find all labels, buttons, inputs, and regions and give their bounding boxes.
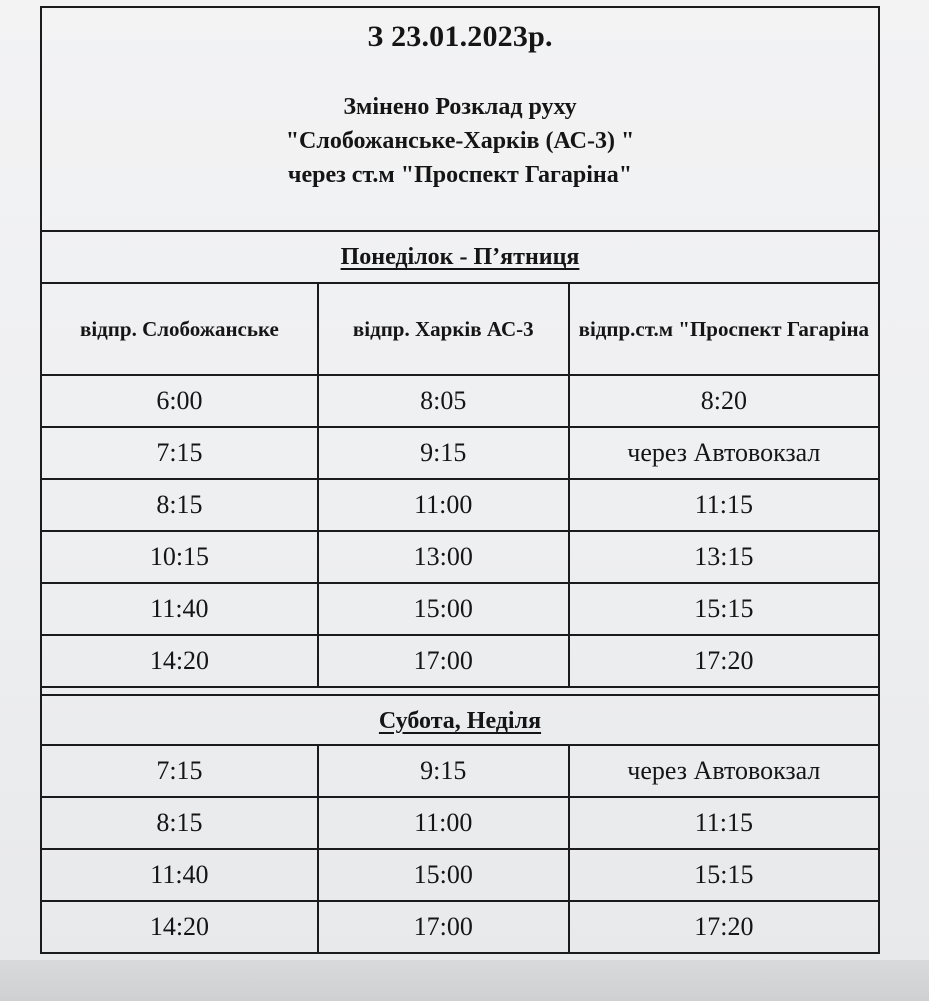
column-header-slobozhanske: відпр. Слобожанське	[42, 284, 318, 375]
departure-time: 7:15	[42, 427, 318, 479]
weekday-schedule-table	[42, 284, 878, 688]
departure-time: 9:15	[318, 427, 569, 479]
departure-time: 11:40	[42, 583, 318, 635]
route-title	[42, 90, 878, 192]
departure-time: 15:00	[318, 583, 569, 635]
departure-time: 10:15	[42, 531, 318, 583]
departure-time: 17:20	[569, 635, 878, 687]
departure-time: 8:15	[42, 479, 318, 531]
column-header-kharkiv-as3: відпр. Харків АС-3	[318, 284, 569, 375]
departure-time: 11:00	[318, 479, 569, 531]
table-row	[42, 375, 878, 427]
departure-time: 14:20	[42, 635, 318, 687]
column-header-row	[42, 284, 878, 375]
departure-time: 6:00	[42, 375, 318, 427]
paper-shadow	[0, 960, 929, 1001]
departure-time: через Автовокзал	[569, 427, 878, 479]
departure-time: 9:15	[318, 746, 569, 797]
departure-time: 15:00	[318, 849, 569, 901]
weekend-section-title	[42, 694, 878, 746]
weekend-section-label: Субота, Неділя	[378, 708, 542, 734]
departure-time: 13:00	[318, 531, 569, 583]
departure-time: 15:15	[569, 583, 878, 635]
timetable-sheet	[40, 6, 880, 954]
departure-time: 17:00	[318, 901, 569, 952]
departure-time: 11:00	[318, 797, 569, 849]
column-header-prospekt-haharina: відпр.ст.м "Проспект Гагаріна	[569, 284, 878, 375]
weekend-schedule-table	[42, 746, 878, 952]
departure-time: 8:15	[42, 797, 318, 849]
route-title-line-3: через ст.м "Проспект Гагаріна"	[287, 162, 633, 188]
effective-date: З 23.01.2023р.	[367, 20, 553, 53]
departure-time: через Автовокзал	[569, 746, 878, 797]
table-row	[42, 746, 878, 797]
weekday-section-label: Понеділок - П’ятниця	[340, 244, 580, 270]
table-row	[42, 901, 878, 952]
timetable-header	[42, 8, 878, 232]
table-row	[42, 797, 878, 849]
table-row	[42, 427, 878, 479]
departure-time: 15:15	[569, 849, 878, 901]
departure-time: 7:15	[42, 746, 318, 797]
table-row	[42, 479, 878, 531]
weekday-section-title	[42, 232, 878, 284]
departure-time: 13:15	[569, 531, 878, 583]
departure-time: 8:20	[569, 375, 878, 427]
table-row	[42, 849, 878, 901]
table-row	[42, 583, 878, 635]
route-title-line-1: Змінено Розклад руху	[343, 94, 577, 120]
departure-time: 11:40	[42, 849, 318, 901]
table-row	[42, 531, 878, 583]
departure-time: 11:15	[569, 479, 878, 531]
departure-time: 14:20	[42, 901, 318, 952]
route-title-line-2: "Слобожанське-Харків (АС-3) "	[285, 128, 635, 154]
departure-time: 8:05	[318, 375, 569, 427]
table-row	[42, 635, 878, 687]
departure-time: 17:20	[569, 901, 878, 952]
departure-time: 17:00	[318, 635, 569, 687]
departure-time: 11:15	[569, 797, 878, 849]
